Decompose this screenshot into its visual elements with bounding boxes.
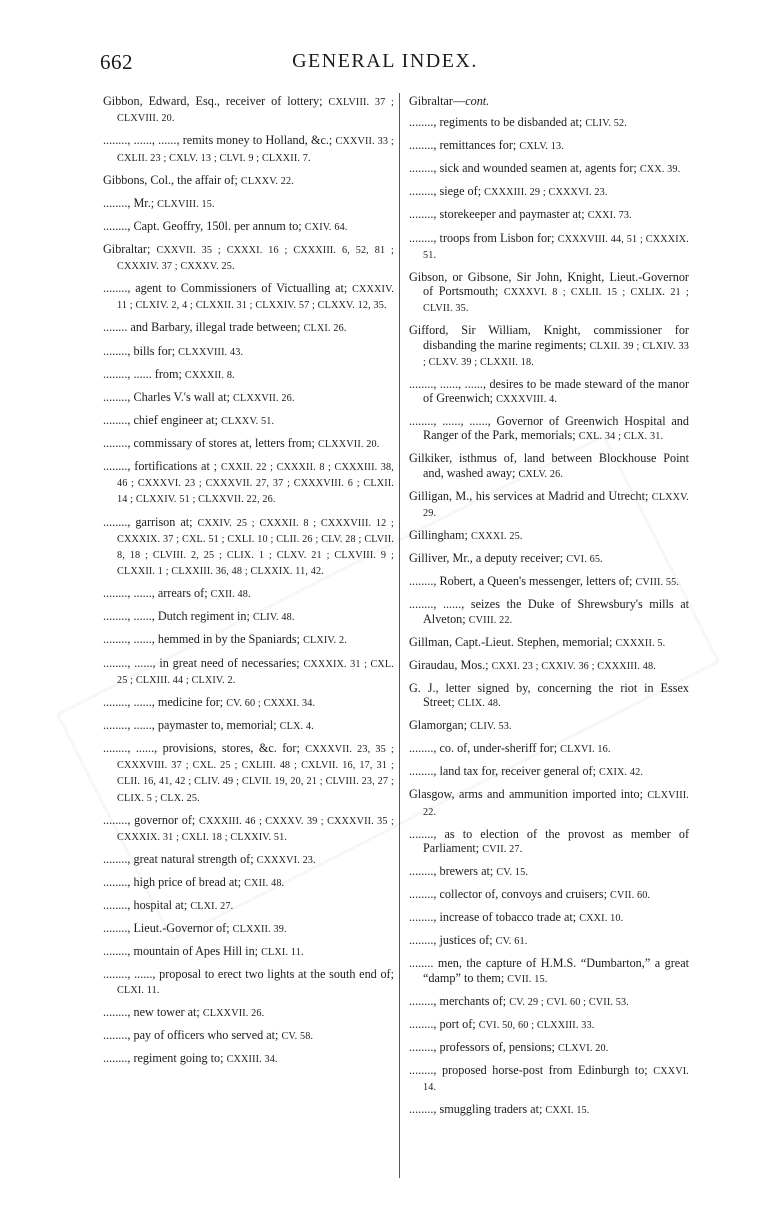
entry-text: ........, ......, proposal to erect two lights at the south end of; bbox=[103, 967, 394, 982]
entry-reference: CVII. 60. bbox=[610, 890, 651, 902]
entry-text: Gillman, Capt.-Lieut. Stephen, memorial; bbox=[409, 634, 616, 649]
index-entry bbox=[103, 1051, 394, 1067]
index-entry bbox=[409, 528, 689, 544]
entry-reference: CXXXIII. 46 ; CXXXV. 39 ; CXXXVII. 35 ; CXXXIX. 31 ; CXLI. 18 ; CLXXIV. 51. bbox=[117, 815, 394, 843]
entry-text: Gilkiker, isthmus of, land between Blockhouse Point and, washed away; bbox=[409, 451, 689, 480]
entry-reference: CLXXVIII. 43. bbox=[178, 346, 244, 358]
index-entry bbox=[103, 413, 394, 429]
index-entry bbox=[409, 597, 689, 627]
entry-text: ........, governor of; bbox=[103, 812, 200, 827]
index-entry bbox=[103, 390, 394, 406]
index-entry bbox=[103, 741, 394, 806]
entry-text: Gifford, Sir William, Knight, commissioner for disbanding the marine regiments; bbox=[409, 323, 689, 352]
entry-text: Gibson, or Gibsone, Sir John, Knight, Lieut.-Governor of Portsmouth; bbox=[409, 269, 689, 299]
entry-reference: CXXI. 23 ; CXXIV. 36 ; CXXXIII. 48. bbox=[491, 660, 656, 672]
entry-reference: CLXII. 39 ; CLXIV. 33 ; CLXV. 39 ; CLXXII. 18. bbox=[423, 340, 689, 368]
entry-reference: CV. 61. bbox=[495, 936, 528, 948]
entry-reference: CLIX. 48. bbox=[457, 698, 501, 710]
entry-reference: CLXXVII. 26. bbox=[202, 1007, 265, 1019]
heading-continued: cont. bbox=[465, 94, 490, 108]
entry-text: ........, hospital at; bbox=[103, 898, 191, 913]
index-entry bbox=[409, 231, 689, 263]
entry-text: ........, regiment going to; bbox=[103, 1050, 227, 1065]
index-entry bbox=[103, 367, 394, 383]
entry-reference: CLXI. 26. bbox=[303, 323, 347, 335]
entry-text: ........, professors of, pensions; bbox=[409, 1039, 558, 1054]
index-entry bbox=[409, 718, 689, 734]
index-entry bbox=[409, 551, 689, 567]
entry-text: ........, proposed horse-post from Edinburgh to; bbox=[409, 1062, 654, 1077]
index-entry bbox=[409, 1040, 689, 1056]
entry-reference: CXXXIV. 11 ; CLXIV. 2, 4 ; CLXXII. 31 ; CLXXIV. 57 ; CLXXV. 12, 35. bbox=[117, 284, 394, 312]
entry-text: ........, bills for; bbox=[103, 343, 179, 358]
entry-reference: CXL. 34 ; CLX. 31. bbox=[578, 431, 664, 443]
index-entry bbox=[409, 451, 689, 481]
index-entry bbox=[409, 887, 689, 903]
entry-text: ........, Charles V.'s wall at; bbox=[103, 389, 234, 404]
entry-reference: CVII. 27. bbox=[482, 843, 523, 855]
entry-reference: CLIV. 48. bbox=[252, 612, 295, 624]
entry-text: ........, agent to Commissioners of Victualling at; bbox=[103, 281, 353, 296]
entry-text: ........, increase of tobacco trade at; bbox=[409, 910, 580, 925]
index-entry bbox=[409, 414, 689, 444]
entry-reference: CLXVI. 20. bbox=[557, 1042, 609, 1054]
index-entry bbox=[409, 184, 689, 200]
entry-reference: CVIII. 22. bbox=[468, 614, 513, 626]
entry-text: ........, Lieut.-Governor of; bbox=[103, 921, 233, 936]
index-entry bbox=[103, 173, 394, 189]
entry-text: ........, new tower at; bbox=[103, 1004, 203, 1019]
entry-reference: CXIX. 42. bbox=[599, 767, 644, 779]
entry-text: G. J., letter signed by, concerning the riot in Essex Street; bbox=[409, 680, 689, 710]
entry-text: ........, troops from Lisbon for; bbox=[409, 230, 558, 245]
entry-reference: CLXI. 11. bbox=[117, 984, 160, 996]
entry-reference: CXXXVI. 23. bbox=[256, 855, 316, 866]
index-entry bbox=[103, 875, 394, 891]
entry-text: ........, regiments to be disbanded at; bbox=[409, 115, 586, 130]
entry-text: ........, siege of; bbox=[409, 184, 485, 199]
entry-reference: CXX. 39. bbox=[639, 164, 681, 176]
index-entry bbox=[409, 489, 689, 521]
index-entry bbox=[103, 133, 394, 165]
entry-text: ........, merchants of; bbox=[409, 993, 510, 1008]
entry-reference: CXXI. 73. bbox=[587, 210, 632, 222]
index-entry bbox=[103, 1005, 394, 1021]
entry-text: Glasgow, arms and ammunition imported into; bbox=[409, 787, 648, 802]
entry-text: Gilligan, M., his services at Madrid and Utrecht; bbox=[409, 488, 652, 503]
index-entry bbox=[409, 377, 689, 407]
index-entry bbox=[103, 852, 394, 868]
index-entry bbox=[409, 681, 689, 711]
entry-text: Gilliver, Mr., a deputy receiver; bbox=[409, 551, 567, 566]
entry-text: ........, Capt. Geoffry, 150l. per annum to; bbox=[103, 218, 305, 233]
entry-reference: CXXVII. 35 ; CXXXI. 16 ; CXXXIII. 6, 52, 81 ; CXXXIV. 37 ; CXXXV. 25. bbox=[117, 244, 394, 273]
index-entry bbox=[103, 459, 394, 508]
entry-text: ........, as to election of the provost as member of Parliament; bbox=[409, 826, 689, 855]
entry-reference: CV. 15. bbox=[496, 866, 529, 878]
entry-text: ........, Robert, a Queen's messenger, letters of; bbox=[409, 574, 636, 589]
entry-text: Gibbons, Col., the affair of; bbox=[103, 172, 241, 187]
index-entry bbox=[103, 436, 394, 452]
index-entry bbox=[409, 994, 689, 1010]
entry-reference: CXXXIX. 31 ; CXL. 25 ; CLXIII. 44 ; CLXIV. 2. bbox=[117, 658, 395, 686]
index-entry bbox=[103, 944, 394, 960]
index-entry bbox=[409, 138, 689, 154]
index-entry bbox=[409, 207, 689, 223]
index-entry bbox=[409, 115, 689, 131]
entry-reference: CXLV. 26. bbox=[518, 468, 564, 480]
entry-reference: CXIV. 64. bbox=[304, 221, 348, 233]
entry-reference: CXXVI. 14. bbox=[423, 1065, 689, 1094]
entry-reference: CLXVIII. 15. bbox=[157, 198, 215, 210]
entry-text: ........, ......, paymaster to, memorial; bbox=[103, 717, 280, 732]
entry-text: Gibraltar; bbox=[103, 241, 157, 256]
entry-text: Gillingham; bbox=[409, 528, 471, 543]
continued-heading bbox=[409, 94, 689, 108]
entry-text: ........, commissary of stores at, letters from; bbox=[103, 435, 318, 450]
index-entry bbox=[409, 764, 689, 780]
entry-text: ........, sick and wounded seamen at, agents for; bbox=[409, 161, 640, 176]
entry-text: ........, ......, arrears of; bbox=[103, 586, 211, 601]
entry-reference: CLXIV. 2. bbox=[303, 635, 347, 647]
entry-text: ........, ......, ......, desires to be made steward of the manor of Greenwich; bbox=[409, 376, 689, 406]
entry-reference: CLXVIII. 22. bbox=[423, 790, 689, 818]
index-entry bbox=[409, 787, 689, 819]
entry-text: ........, high price of bread at; bbox=[103, 875, 245, 890]
entry-reference: CLXXV. 51. bbox=[221, 415, 275, 427]
entry-reference: CVI. 65. bbox=[566, 554, 603, 566]
entry-text: ........, ......, ......, Governor of Greenwich Hospital and Ranger of the Park, memorials; bbox=[409, 414, 689, 443]
entry-text: ........ men, the capture of H.M.S. “Dumbarton,” a great “damp” to them; bbox=[409, 956, 689, 985]
index-entry bbox=[103, 656, 394, 688]
index-entry bbox=[409, 574, 689, 590]
index-entry bbox=[103, 921, 394, 937]
entry-reference: CV. 58. bbox=[281, 1030, 314, 1042]
heading-name: Gibraltar— bbox=[409, 94, 466, 108]
entry-text: ........, ......, hemmed in by the Spaniards; bbox=[103, 632, 304, 647]
entry-reference: CXXI. 15. bbox=[545, 1105, 590, 1117]
entry-reference: CXXXII. 8. bbox=[184, 369, 235, 381]
index-entry bbox=[103, 1028, 394, 1044]
entry-reference: CVII. 15. bbox=[507, 973, 548, 985]
entry-reference: CXXII. 22 ; CXXXII. 8 ; CXXXIII. 38, 46 ; CXXXVI. 23 ; CXXXVII. 27, 37 ; CXXXVIII. 6 ; CLXII. 14 ; CLXXIV. 51 ; CLXXVII. 22, 26. bbox=[117, 462, 394, 506]
index-entry bbox=[103, 898, 394, 914]
entry-reference: CXLVIII. 37 ; CLXVIII. 20. bbox=[117, 97, 394, 125]
entry-reference: CXLV. 13. bbox=[519, 141, 565, 153]
index-entry bbox=[409, 933, 689, 949]
entry-reference: CLX. 4. bbox=[279, 720, 314, 732]
index-entry bbox=[409, 827, 689, 857]
entry-reference: CXXIV. 25 ; CXXXII. 8 ; CXXXVIII. 12 ; CXXXIX. 37 ; CXL. 51 ; CXLI. 10 ; CLII. 26 ; CLV. 28 ; CLVII. 8, 18 ; CLVIII. 2, 25 ; CLIX. 1 ; CLXV. 21 ; CLXVIII. 9 ; CLXXII. 1 ; CLXXIII. 36, 48 ; CLXXIX. 11, 42. bbox=[117, 517, 395, 578]
entry-text: ........, garrison at; bbox=[103, 514, 198, 529]
entry-text: ........, fortifications at ; bbox=[103, 459, 221, 474]
index-entry bbox=[409, 1102, 689, 1118]
index-entry bbox=[409, 270, 689, 317]
index-entry bbox=[409, 956, 689, 986]
entry-text: ........, chief engineer at; bbox=[103, 412, 222, 427]
entry-text: ........, ...... from; bbox=[103, 366, 185, 381]
entry-reference: CLXXV. 29. bbox=[423, 491, 689, 519]
entry-text: ........, port of; bbox=[409, 1016, 479, 1031]
entry-reference: CXXVII. 33 ; CXLII. 23 ; CXLV. 13 ; CLVI. 9 ; CLXXII. 7. bbox=[117, 136, 394, 164]
entry-text: ........ and Barbary, illegal trade between; bbox=[103, 320, 304, 335]
entry-reference: CXII. 48. bbox=[244, 878, 285, 890]
entry-text: ........, co. of, under-sheriff for; bbox=[409, 741, 561, 756]
index-entry bbox=[409, 1063, 689, 1095]
entry-reference: CLXI. 11. bbox=[261, 947, 304, 959]
entry-text: ........, ......, Dutch regiment in; bbox=[103, 609, 253, 624]
entry-reference: CXXXI. 25. bbox=[470, 531, 523, 543]
index-entry bbox=[103, 242, 394, 274]
entry-text: ........, ......, seizes the Duke of Shrewsbury's mills at Alveton; bbox=[409, 597, 689, 626]
entry-reference: CLIV. 52. bbox=[585, 118, 627, 130]
index-entry bbox=[103, 196, 394, 212]
entry-reference: CV. 60 ; CXXXI. 34. bbox=[226, 697, 316, 709]
index-entry bbox=[103, 219, 394, 235]
entry-text: ........, mountain of Apes Hill in; bbox=[103, 944, 262, 959]
index-entry bbox=[409, 635, 689, 651]
entry-text: Gibbon, Edward, Esq., receiver of lottery; bbox=[103, 94, 329, 108]
index-entry bbox=[103, 813, 394, 845]
entry-text: ........, storekeeper and paymaster at; bbox=[409, 207, 588, 222]
entry-text: ........, justices of; bbox=[409, 933, 496, 948]
entry-text: ........, Mr.; bbox=[103, 195, 158, 210]
index-entry bbox=[409, 910, 689, 926]
entry-reference: CXXXVIII. 4. bbox=[496, 394, 558, 406]
entry-reference: CVIII. 55. bbox=[635, 577, 680, 589]
entry-reference: CXXXVIII. 44, 51 ; CXXXIX. 51. bbox=[423, 233, 689, 261]
index-entry bbox=[103, 695, 394, 711]
index-entry bbox=[409, 658, 689, 674]
entry-text: ........, great natural strength of; bbox=[103, 852, 257, 866]
index-entry bbox=[409, 1017, 689, 1033]
index-entry bbox=[103, 718, 394, 734]
index-entry bbox=[409, 741, 689, 757]
entry-reference: CXXIII. 34. bbox=[226, 1053, 278, 1065]
entry-reference: CXXXVII. 23, 35 ; CXXXVIII. 37 ; CXL. 25 ; CXLIII. 48 ; CXLVII. 16, 17, 31 ; CLII. 16, 41, 42 ; CLIV. 49 ; CLVII. 19, 20, 21 ; CLVIII. 23, 27 ; CLIX. 5 ; CLX. 25. bbox=[117, 744, 394, 804]
entry-text: ........, ......, ......, remits money to Holland, &c.; bbox=[103, 133, 336, 148]
index-entry bbox=[103, 609, 394, 625]
index-entry bbox=[103, 586, 394, 602]
entry-text: ........, ......, provisions, stores, &c. for; bbox=[103, 741, 306, 755]
entry-text: ........, land tax for, receiver general of; bbox=[409, 764, 600, 779]
index-entry bbox=[409, 864, 689, 880]
index-entry bbox=[103, 515, 394, 580]
index-entry bbox=[103, 967, 394, 997]
entry-text: ........, brewers at; bbox=[409, 863, 497, 878]
entry-reference: CLXI. 27. bbox=[190, 901, 234, 913]
left-index-column bbox=[103, 94, 394, 1074]
index-entry bbox=[103, 281, 394, 313]
entry-text: ........, smuggling traders at; bbox=[409, 1102, 546, 1117]
entry-reference: CLXXV. 22. bbox=[240, 175, 294, 187]
entry-reference: CLXVI. 16. bbox=[560, 744, 611, 756]
entry-text: Glamorgan; bbox=[409, 718, 471, 733]
entry-reference: CXXXII. 5. bbox=[615, 637, 666, 649]
index-entry bbox=[409, 161, 689, 177]
entry-reference: CV. 29 ; CVI. 60 ; CVII. 53. bbox=[509, 996, 629, 1008]
index-entry bbox=[103, 632, 394, 648]
entry-reference: CXXXVI. 8 ; CXLII. 15 ; CXLIX. 21 ; CLVII. 35. bbox=[423, 287, 689, 315]
column-divider bbox=[399, 93, 400, 1178]
entry-text: ........, pay of officers who served at; bbox=[103, 1027, 282, 1042]
entry-text: ........, remittances for; bbox=[409, 138, 520, 153]
entry-reference: CXXI. 10. bbox=[579, 913, 624, 925]
entry-text: ........, ......, medicine for; bbox=[103, 694, 227, 709]
entry-reference: CLXXVII. 20. bbox=[317, 438, 380, 450]
page-number: 662 bbox=[100, 50, 133, 74]
index-entry bbox=[103, 344, 394, 360]
entry-reference: CXII. 48. bbox=[210, 589, 251, 601]
entry-reference: CLIV. 53. bbox=[470, 721, 512, 733]
running-title: GENERAL INDEX. bbox=[292, 50, 478, 72]
entry-text: ........, ......, in great need of necessaries; bbox=[103, 655, 304, 670]
index-entry bbox=[409, 323, 689, 370]
right-index-column bbox=[409, 94, 689, 1125]
entry-text: Giraudau, Mos.; bbox=[409, 657, 492, 672]
entry-text: ........, collector of, convoys and cruisers; bbox=[409, 887, 611, 902]
entry-reference: CLXXVII. 26. bbox=[233, 392, 295, 404]
entry-reference: CLXXII. 39. bbox=[232, 924, 287, 936]
entry-reference: CVI. 50, 60 ; CLXXIII. 33. bbox=[478, 1019, 595, 1031]
index-entry bbox=[103, 94, 394, 126]
entry-reference: CXXXIII. 29 ; CXXXVI. 23. bbox=[484, 187, 608, 199]
index-entry bbox=[103, 320, 394, 336]
